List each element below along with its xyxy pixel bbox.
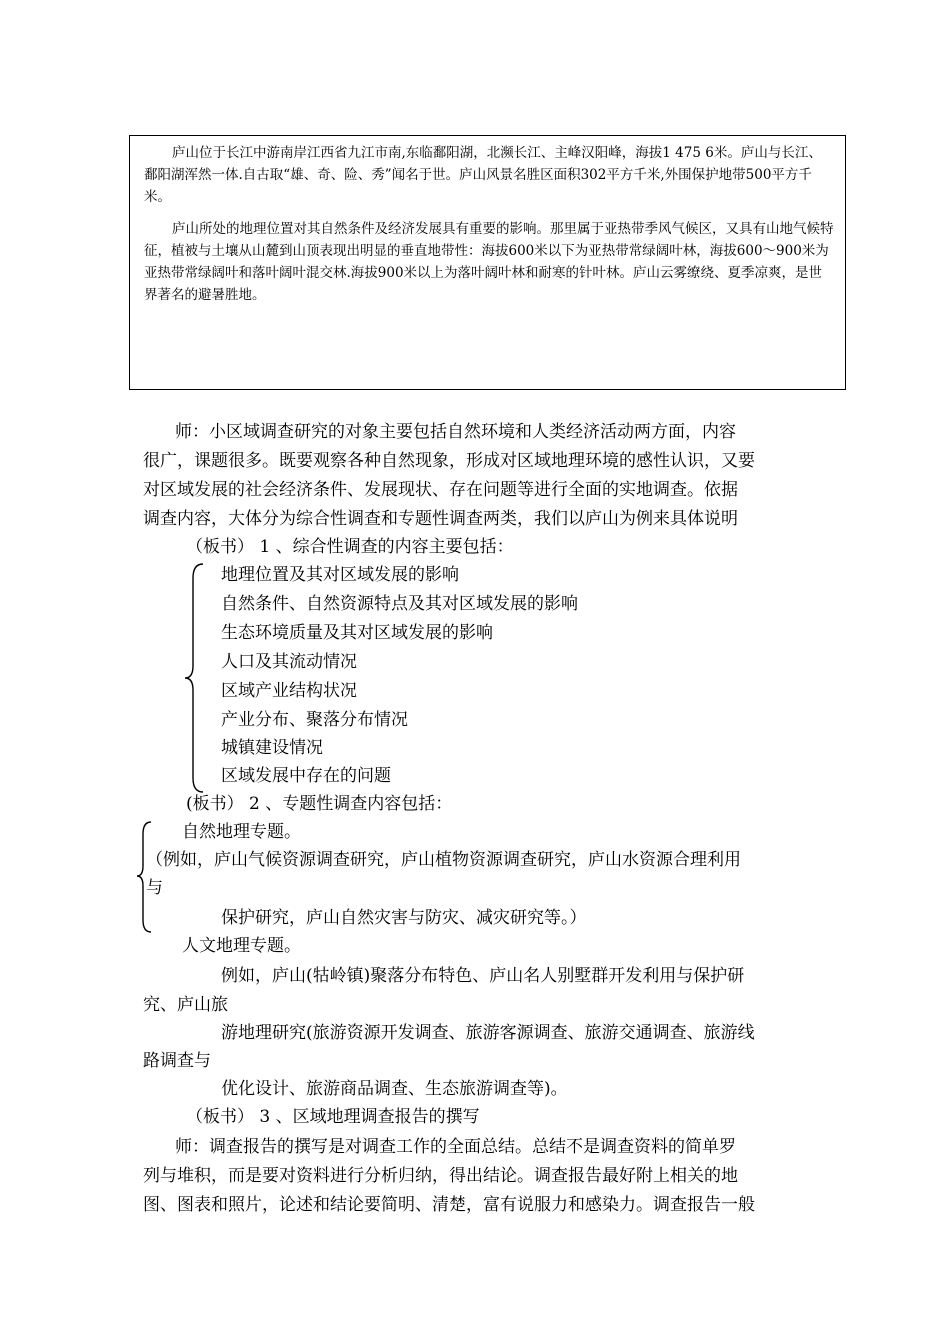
list1-item: 城镇建设情况 (221, 738, 323, 758)
board-note-1: （板书） 1 、综合性调查的内容主要包括： (186, 537, 514, 557)
intro-box (129, 135, 846, 390)
intro-line-4: 调查内容，大体分为综合性调查和专题性调查两类，我们以庐山为例来具体说明 (143, 509, 738, 529)
list1-item: 自然条件、自然资源特点及其对区域发展的影响 (221, 594, 578, 614)
intro-line-3: 对区域发展的社会经济条件、发展现状、存在问题等进行全面的实地调查。依据 (143, 480, 738, 500)
list1-item: 地理位置及其对区域发展的影响 (221, 565, 459, 585)
human-topic-title: 人文地理专题。 (182, 936, 301, 956)
natural-topic-line: （例如，庐山气候资源调查研究，庐山植物资源调查研究，庐山水资源合理利用 (146, 850, 741, 870)
human-topic-line: 优化设计、旅游商品调查、生态旅游调查等)。 (221, 1079, 568, 1099)
report-line: 列与堆积，而是要对资料进行分析归纳，得出结论。调查报告最好附上相关的地 (143, 1166, 738, 1186)
human-topic-line: 究、庐山旅 (143, 995, 228, 1015)
report-line: 师：调查报告的撰写是对调查工作的全面总结。总结不是调查资料的简单罗 (175, 1137, 736, 1157)
list1-item: 区域发展中存在的问题 (221, 766, 391, 786)
human-topic-line: 路调查与 (143, 1051, 211, 1071)
natural-topic-line: 保护研究，庐山自然灾害与防灾、减灾研究等。） (221, 908, 587, 928)
list1-item: 产业分布、聚落分布情况 (221, 710, 408, 730)
brace-list-1 (183, 562, 207, 794)
natural-topic-title: 自然地理专题。 (182, 822, 301, 842)
list1-item: 区域产业结构状况 (221, 681, 357, 701)
board-note-2: (板书） 2 、专题性调查内容包括： (186, 794, 453, 814)
intro-line-2: 很广，课题很多。既要观察各种自然现象，形成对区域地理环境的感性认识，又要 (143, 451, 755, 471)
intro-line-1: 师：小区域调查研究的对象主要包括自然环境和人类经济活动两方面，内容 (175, 422, 736, 442)
box-paragraph-2: 庐山所处的地理位置对其自然条件及经济发展具有重要的影响。那里属于亚热带季风气候区，又具有山地气候特征，植被与土壤从山麓到山顶表现出明显的垂直地带性：海拔600米以下为亚热带常绿阔叶林，海拔600～900米为亚热带常绿阔叶和落叶阔叶混交林.海拔900米以上为落叶阔叶林和耐寒的针叶林。庐山云雾缭绕、夏季凉爽，是世界著名的避暑胜地。 (144, 221, 834, 303)
human-topic-line: 例如，庐山(牯岭镇)聚落分布特色、庐山名人别墅群开发利用与保护研 (221, 966, 745, 986)
board-note-3: （板书） 3 、区域地理调查报告的撰写 (186, 1107, 480, 1127)
box-paragraph-1: 庐山位于长江中游南岸江西省九江市南,东临鄱阳湖，北濒长江、主峰汉阳峰，海拔1 475 6米。庐山与长江、鄱阳湖浑然一体.自古取“雄、奇、险、秀”闻名于世。庐山风景名胜区面积302平方千米,外围保护地带500平方千米。 (144, 145, 822, 205)
human-topic-line: 游地理研究(旅游资源开发调查、旅游客源调查、旅游交通调查、旅游线 (221, 1023, 755, 1043)
report-line: 图、图表和照片，论述和结论要简明、清楚，富有说服力和感染力。调查报告一般 (143, 1195, 755, 1215)
list1-item: 人口及其流动情况 (221, 652, 357, 672)
natural-topic-line: 与 (146, 878, 163, 898)
list1-item: 生态环境质量及其对区域发展的影响 (221, 623, 493, 643)
